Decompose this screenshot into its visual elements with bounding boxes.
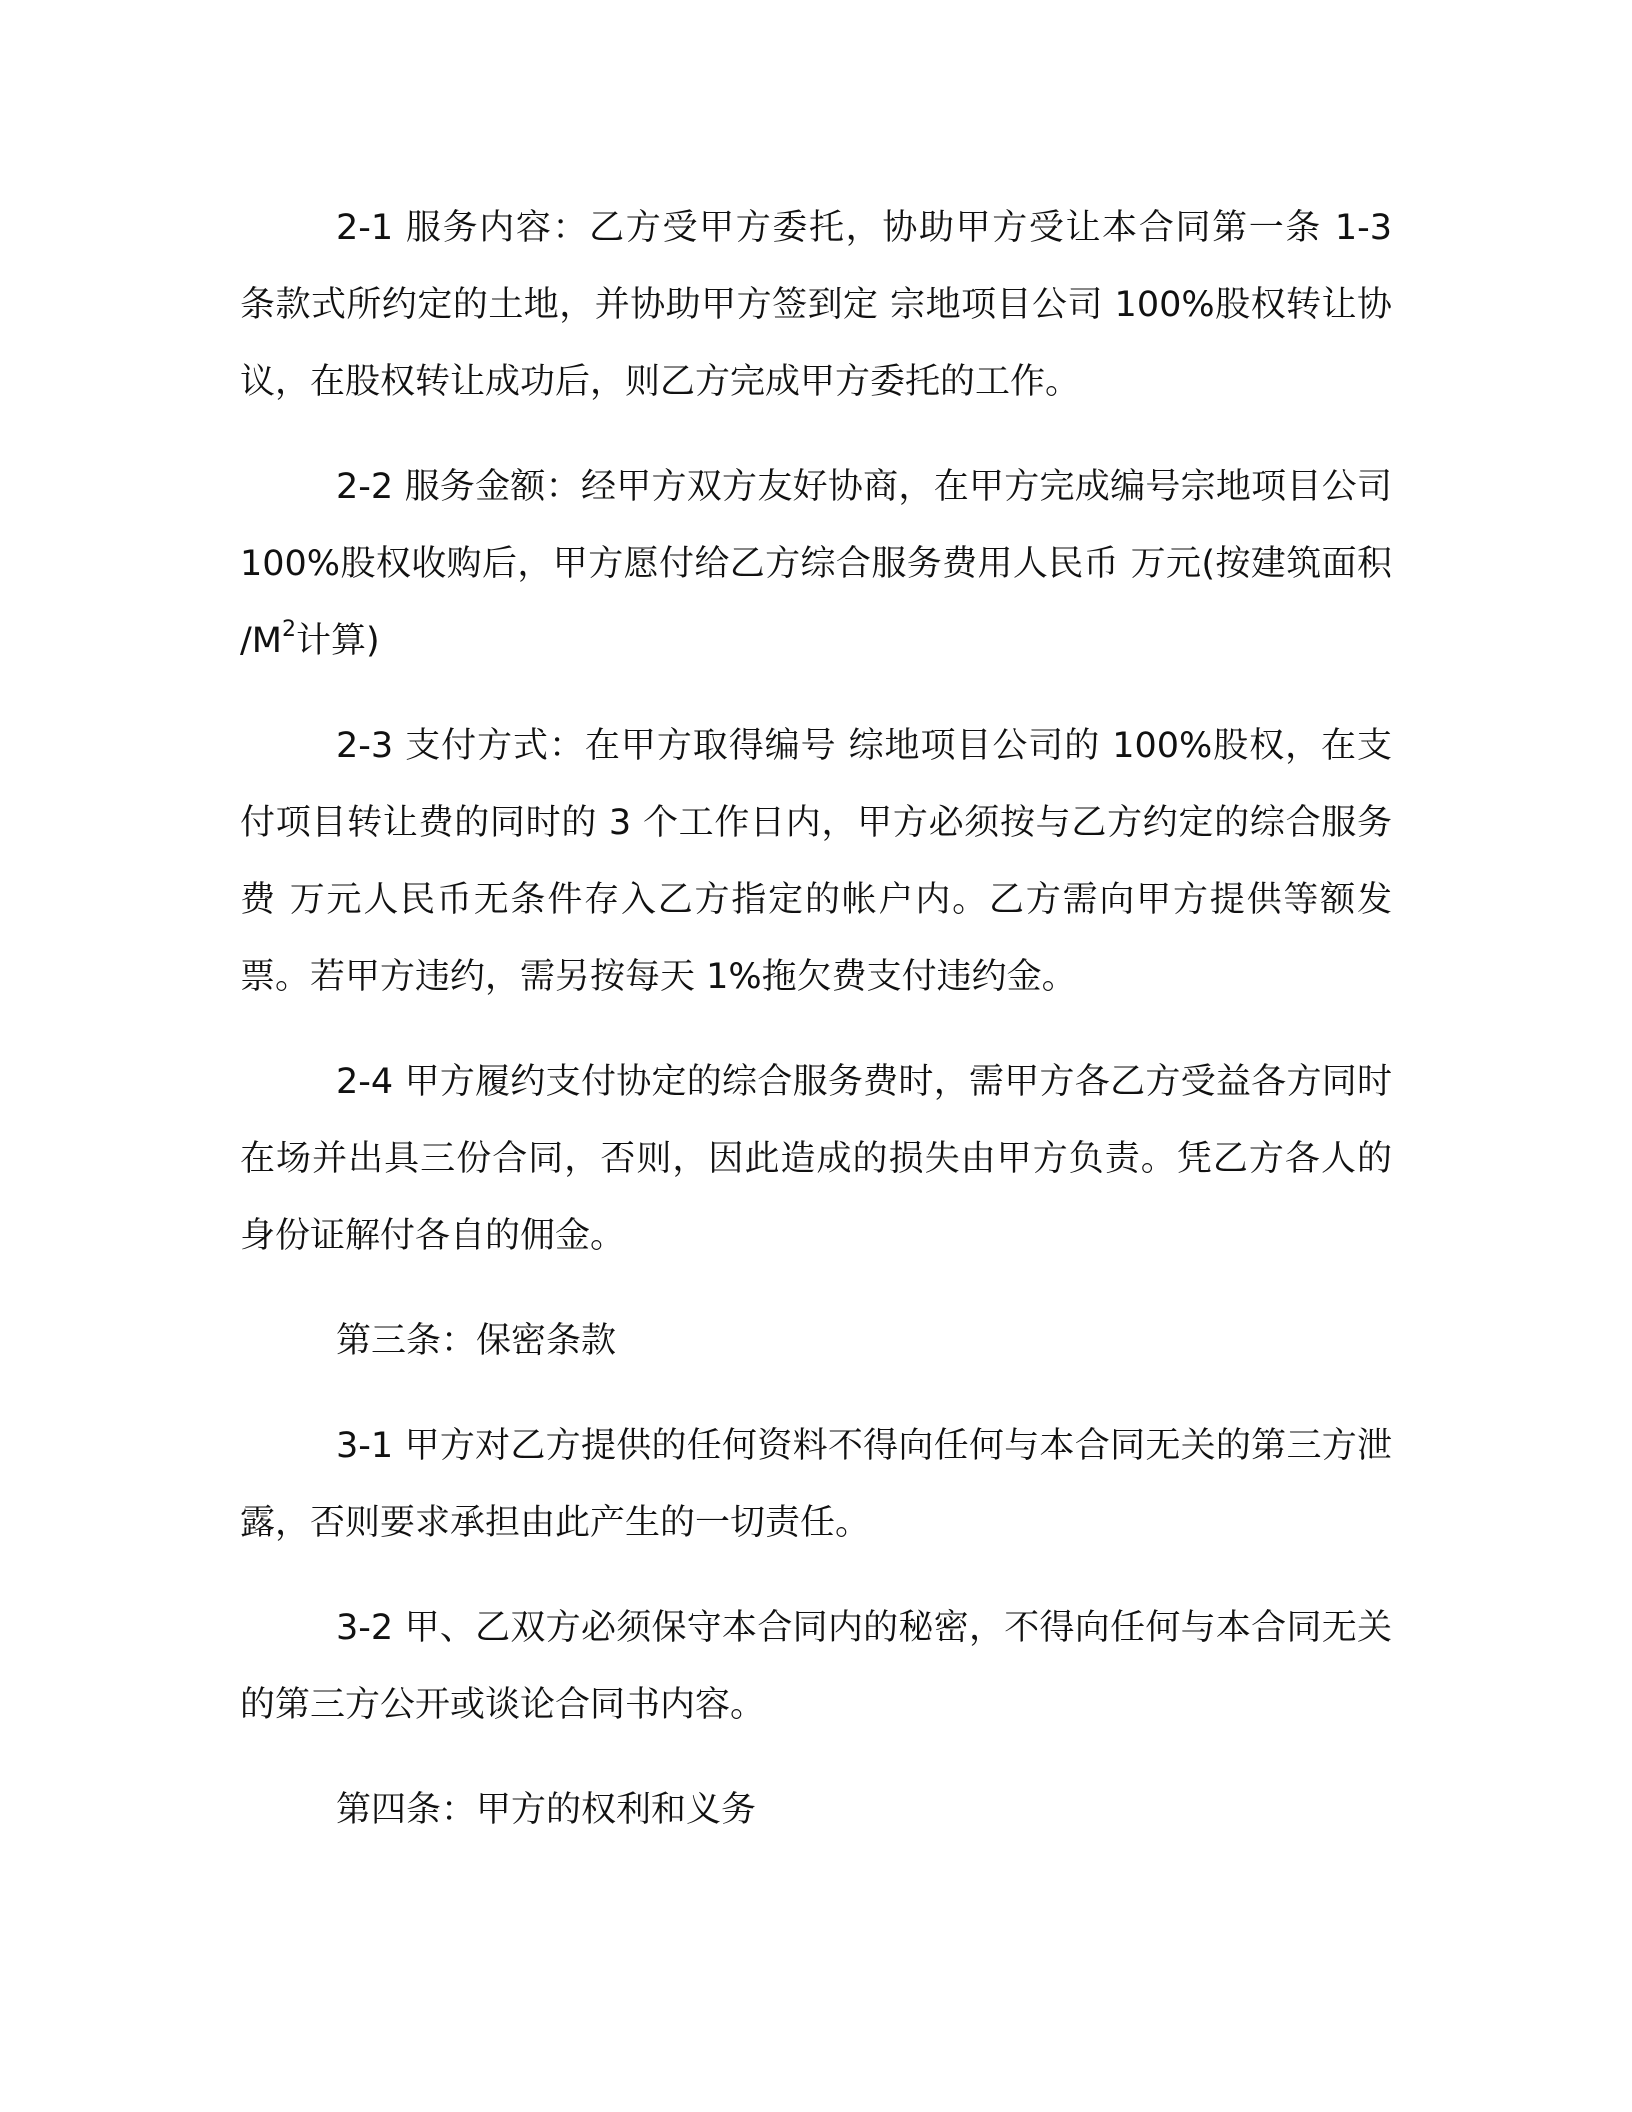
article-4-heading: 第四条：甲方的权利和义务 — [336, 1790, 757, 1830]
clause-2-4-paragraph: 2-4 甲方履约支付协定的综合服务费时，需甲方各乙方受益各方同时在场并出具三份合同，否则，因此造成的损失由甲方负责。凭乙方各人的身份证解付各自的佣金。 — [240, 1062, 1392, 1256]
clause-2-2-paragraph — [240, 449, 1392, 680]
clause-3-2-paragraph: 3-2 甲、乙双方必须保守本合同内的秘密，不得向任何与本合同无关的第三方公开或谈论合同书内容。 — [240, 1608, 1392, 1725]
document-page — [240, 190, 1392, 1877]
article-3-heading: 第三条：保密条款 — [336, 1321, 617, 1361]
clause-2-2-text: 2-2 服务金额：经甲方双方友好协商，在甲方完成编号宗地项目公司 100%股权收购后，甲方愿付给乙方综合服务费用人民币 万元(按建筑面积 /M — [240, 467, 1392, 661]
square-meter-superscript: 2 — [282, 617, 296, 642]
clause-3-1-paragraph: 3-1 甲方对乙方提供的任何资料不得向任何与本合同无关的第三方泄露，否则要求承担由此产生的一切责任。 — [240, 1426, 1392, 1543]
clause-2-3-paragraph: 2-3 支付方式：在甲方取得编号 综地项目公司的 100%股权，在支付项目转让费的同时的 3 个工作日内，甲方必须按与乙方约定的综合服务费 万元人民币无条件存入乙方指定的帐户内。乙方需向甲方提供等额发票。若甲方违约，需另按每天 1%拖欠费支付违约金。 — [240, 726, 1392, 997]
clause-2-2-text-end: 计算) — [296, 621, 380, 661]
clause-2-1-paragraph: 2-1 服务内容：乙方受甲方委托，协助甲方受让本合同第一条 1-3 条款式所约定的土地，并协助甲方签到定 宗地项目公司 100%股权转让协议，在股权转让成功后，则乙方完成甲方委托的工作。 — [240, 208, 1392, 402]
